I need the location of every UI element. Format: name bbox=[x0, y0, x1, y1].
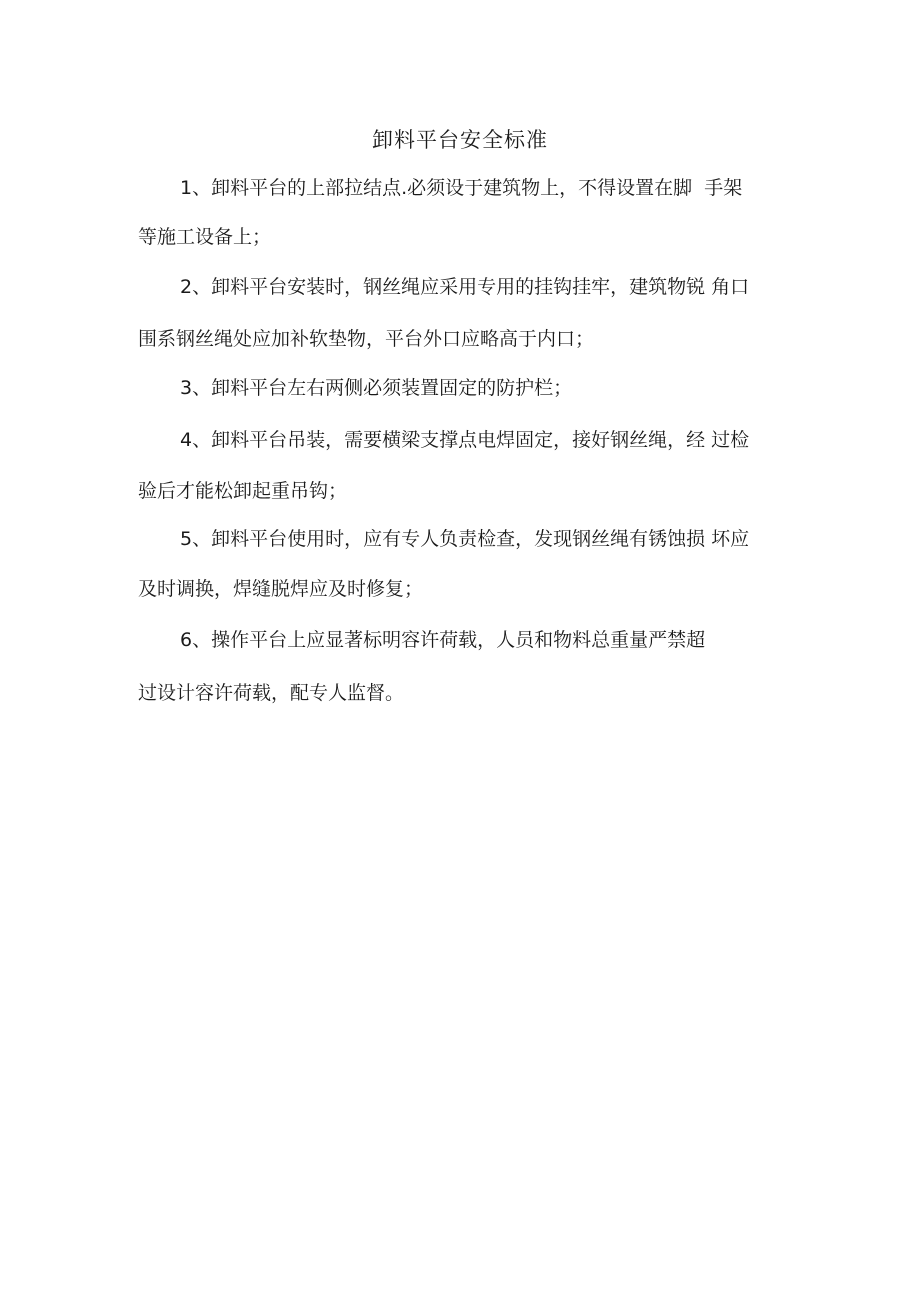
item-5-line-1: 5、卸料平台使用时，应有专人负责检查，发现钢丝绳有锈蚀损 坏应 bbox=[180, 528, 750, 550]
item-3-line-1: 3、卸料平台左右两侧必须装置固定的防护栏； bbox=[180, 377, 573, 399]
document-title: 卸料平台安全标准 bbox=[372, 128, 548, 152]
item-1-line-2: 等施工设备上； bbox=[138, 226, 272, 248]
item-4-line-1: 4、卸料平台吊装，需要横梁支撑点电焊固定，接好钢丝绳，经 过检 bbox=[180, 429, 750, 451]
item-5-line-2: 及时调换，焊缝脱焊应及时修复； bbox=[138, 578, 424, 600]
item-6-line-1: 6、操作平台上应显著标明容许荷载，人员和物料总重量严禁超 bbox=[180, 629, 706, 651]
item-2-line-2: 围系钢丝绳处应加补软垫物，平台外口应略高于内口； bbox=[138, 328, 595, 350]
item-6-line-2: 过设计容许荷载，配专人监督。 bbox=[138, 682, 405, 704]
item-1-line-1: 1、卸料平台的上部拉结点.必须设于建筑物上，不得设置在脚 手架 bbox=[180, 177, 743, 199]
item-4-line-2: 验后才能松卸起重吊钩； bbox=[138, 480, 348, 502]
item-2-line-1: 2、卸料平台安装时，钢丝绳应采用专用的挂钩挂牢，建筑物锐 角口 bbox=[180, 276, 750, 298]
